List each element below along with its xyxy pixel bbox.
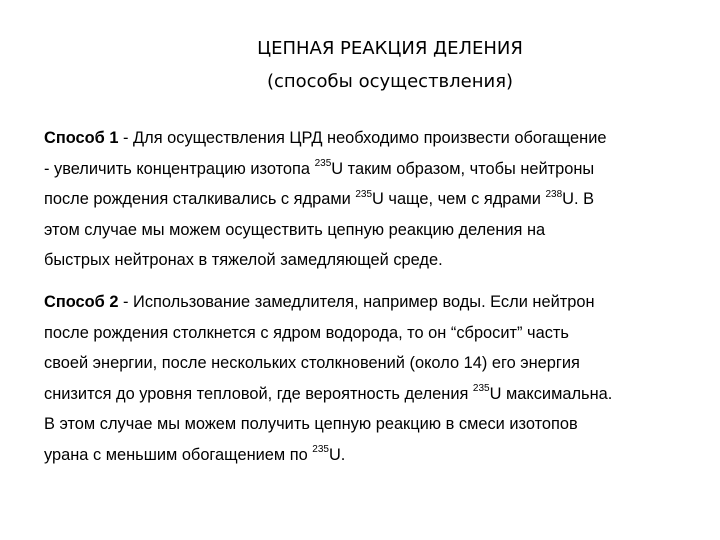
- text-line: [44, 379, 694, 410]
- text-run: этом случае мы можем осуществить цепную реакцию деления на: [44, 220, 546, 239]
- text-run: U таким образом, чтобы нейтроны: [331, 159, 595, 178]
- text-line: [44, 287, 694, 318]
- slide-title: [140, 32, 640, 98]
- text-run: снизится до уровня тепловой, где вероятность деления: [44, 384, 473, 403]
- text-run: U.: [328, 445, 346, 464]
- text-run: после рождения сталкивались с ядрами: [44, 190, 356, 208]
- title-line-1: ЦЕПНАЯ РЕАКЦИЯ ДЕЛЕНИЯ: [257, 38, 523, 59]
- text-run: U. В: [562, 190, 595, 208]
- title-line-2: (способы осуществления): [266, 71, 514, 92]
- method-1-label: Способ 1: [44, 129, 119, 147]
- text-line: [44, 184, 694, 215]
- text-run: U максимальна.: [489, 384, 613, 403]
- text-run: - Использование замедлителя, например воды. Если нейтрон: [118, 293, 595, 311]
- text-run: - Для осуществления ЦРД необходимо произвести обогащение: [118, 129, 607, 147]
- text-run: быстрых нейтронах в тяжелой замедляющей среде.: [44, 251, 443, 269]
- isotope-superscript: 235: [312, 444, 329, 456]
- text-line: [44, 154, 694, 185]
- text-run: - увеличить концентрацию изотопа: [44, 159, 315, 178]
- text-line: [44, 123, 694, 154]
- text-line: [44, 215, 694, 246]
- text-run: U чаще, чем с ядрами: [372, 190, 546, 208]
- isotope-superscript: 235: [472, 383, 490, 395]
- method-2-label: Способ 2: [44, 293, 119, 311]
- text-line: [44, 318, 694, 349]
- method-2-paragraph: [44, 287, 694, 470]
- text-line: [44, 245, 694, 276]
- isotope-superscript: 235: [355, 188, 373, 200]
- text-run: урана с меньшим обогащением по: [44, 445, 313, 464]
- text-run: В этом случае мы можем получить цепную реакцию в смеси изотопов: [44, 415, 578, 433]
- text-line: [44, 409, 694, 440]
- text-run: после рождения столкнется с ядром водорода, то он “сбросит” часть: [44, 323, 569, 342]
- isotope-superscript: 235: [314, 158, 332, 170]
- text-run: своей энергии, после нескольких столкновений (около 14) его энергия: [44, 354, 580, 372]
- isotope-superscript: 238: [545, 188, 563, 200]
- text-line: [44, 440, 694, 471]
- text-line: [44, 348, 694, 379]
- method-1-paragraph: [44, 123, 694, 276]
